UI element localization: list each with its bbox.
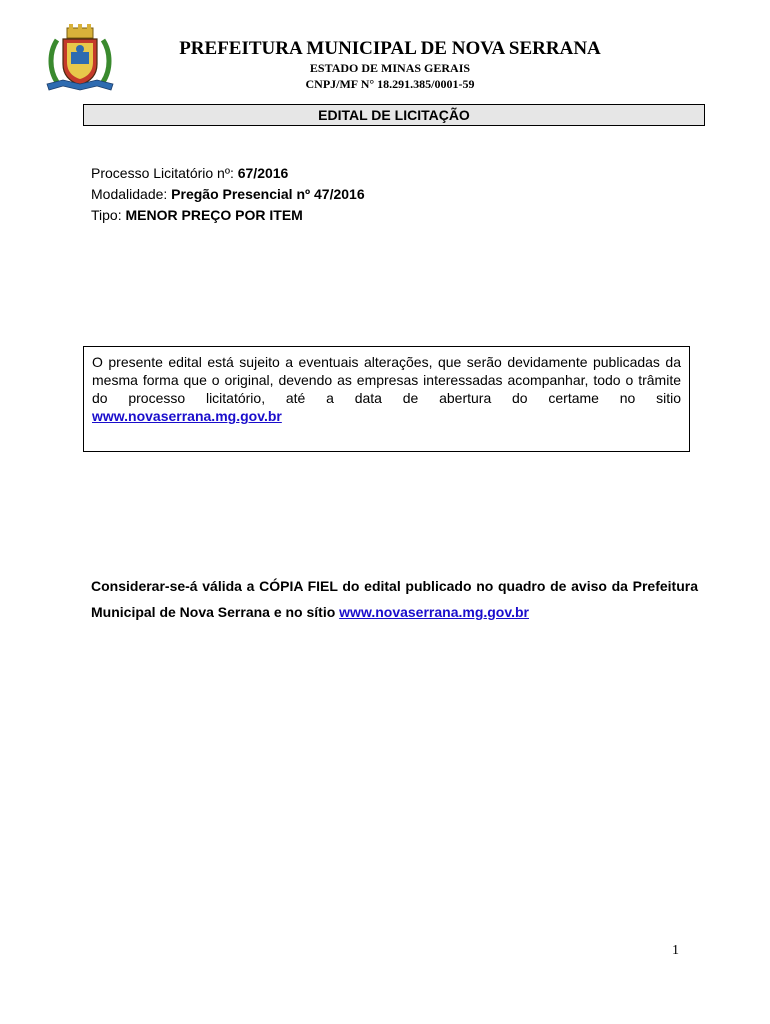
coat-of-arms-icon <box>45 22 115 94</box>
modality-value: Pregão Presencial nº 47/2016 <box>171 186 365 202</box>
page-number: 1 <box>672 943 679 958</box>
cnpj-number: CNPJ/MF N° 18.291.385/0001-59 <box>305 77 475 91</box>
page-title: PREFEITURA MUNICIPAL DE NOVA SERRANA <box>179 38 601 59</box>
notice-box <box>83 346 690 452</box>
notice-text: O presente edital está sujeito a eventuais alterações, que serão devidamente publicadas da mesma forma que o original, devendo as empresas interessadas acompanhar, todo o trâmite do processo licitatório, até a data de abertura do certame no sitio <box>92 354 681 406</box>
type-label: Tipo: <box>91 207 126 223</box>
validity-statement <box>91 573 698 625</box>
process-line <box>91 165 288 181</box>
type-value: MENOR PREÇO POR ITEM <box>125 207 303 223</box>
edital-title-bar: EDITAL DE LICITAÇÃO <box>83 104 705 126</box>
state-name: ESTADO DE MINAS GERAIS <box>309 61 471 75</box>
process-label: Processo Licitatório nº: <box>91 165 238 181</box>
validity-website-link[interactable]: www.novaserrana.mg.gov.br <box>339 604 529 620</box>
type-line <box>91 207 303 223</box>
process-value: 67/2016 <box>237 165 289 181</box>
notice-website-link[interactable]: www.novaserrana.mg.gov.br <box>92 408 282 424</box>
validity-text: Considerar-se-á válida a CÓPIA FIEL do edital publicado no quadro de aviso da Prefeitura Municipal de Nova Serrana e no sítio <box>91 578 698 620</box>
modality-label: Modalidade: <box>91 186 172 202</box>
modality-line <box>91 186 365 202</box>
